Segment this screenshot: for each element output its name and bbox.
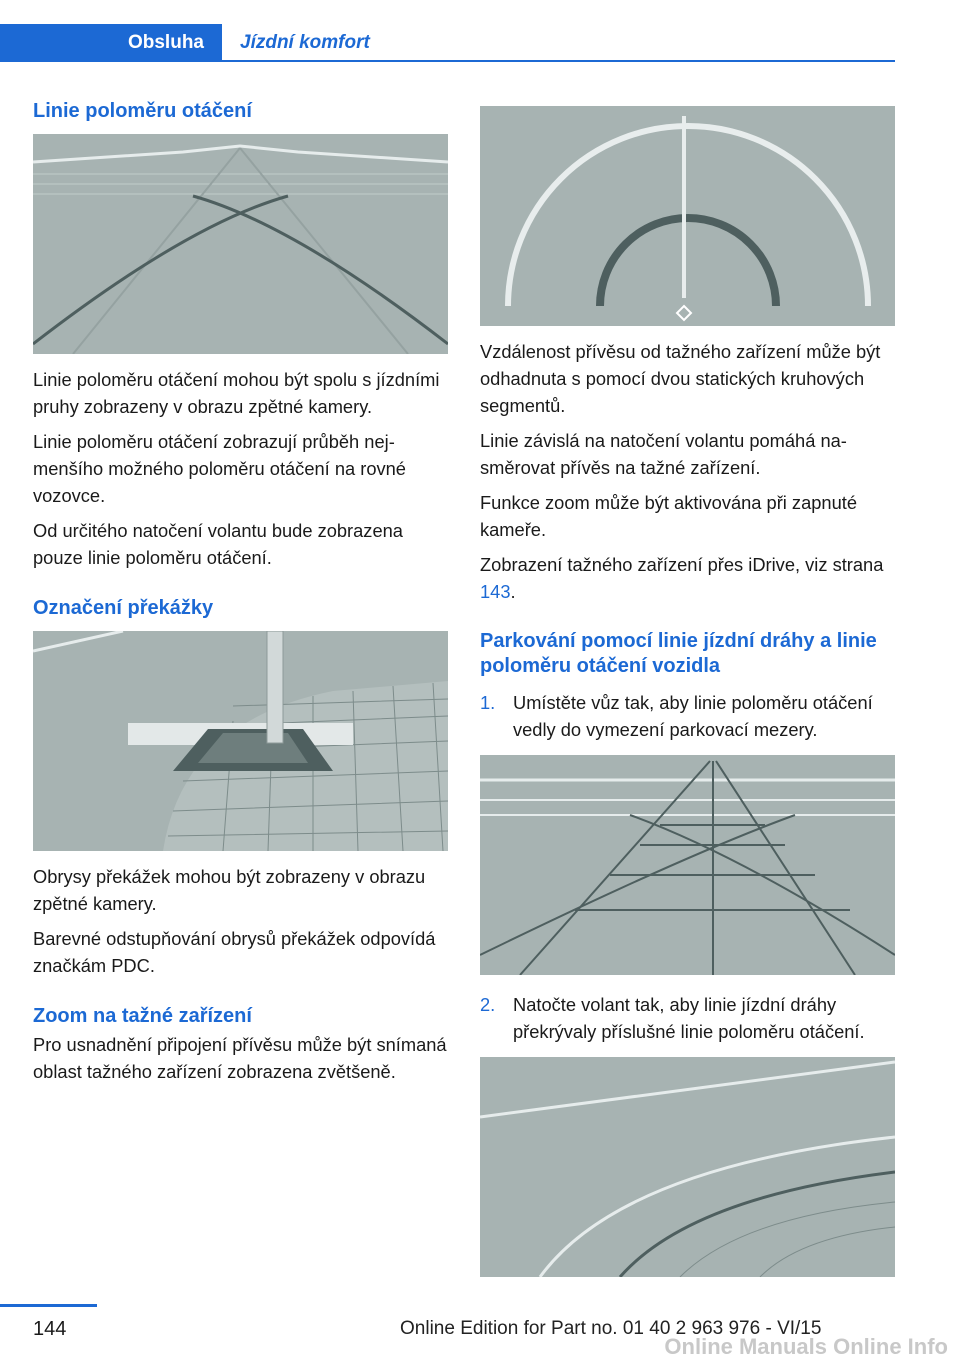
paragraph: Linie poloměru otáčení zobrazují průběh nejmenšího možného poloměru otáčení na rovné vozovce. bbox=[33, 431, 406, 506]
tab-obsluha[interactable]: Obsluha bbox=[0, 24, 222, 62]
list-item: 1. Umístěte vůz tak, aby linie poloměru otáčení vedly do vymezení parkovací mezery. bbox=[480, 689, 895, 743]
figure-parking-lines-step-2 bbox=[480, 1057, 895, 1277]
paragraph: Barevné odstupňování obrysů překážek odpovídá značkám PDC. bbox=[33, 928, 436, 976]
list-number: 2. bbox=[480, 994, 496, 1015]
edition-text: Online Edition for Part no. 01 40 2 963 976 - VI/15 bbox=[400, 1318, 822, 1339]
watermark: Online Manuals Online Info bbox=[664, 1334, 948, 1359]
page-header bbox=[0, 0, 895, 62]
paragraph: Zobrazení tažného zařízení přes iDrive, viz strana 143. bbox=[480, 554, 884, 602]
section-title-parking-lines: Parkování pomocí linie jízdní dráhy a linie poloměru otáčení vozidla bbox=[480, 630, 877, 677]
right-column bbox=[480, 106, 895, 1277]
section-title-obstacle-marking: Označení překážky bbox=[33, 597, 214, 619]
section-title-hitch-zoom: Zoom na tažné zařízení bbox=[33, 1005, 252, 1027]
figure-parking-lines-step-1 bbox=[480, 755, 895, 975]
page-number: 144 bbox=[33, 1318, 67, 1340]
section-title-turning-radius: Linie poloměru otáčení bbox=[33, 100, 252, 122]
list-item: 2. Natočte volant tak, aby linie jízdní dráhy překrývaly příslušné linie poloměru otáčení. bbox=[480, 991, 895, 1045]
footer-rule bbox=[0, 1304, 97, 1307]
figure-turning-radius-lines bbox=[33, 134, 448, 354]
paragraph: Linie poloměru otáčení mohou být spolu s jízdními pruhy zobrazeny v obrazu zpětné kamery. bbox=[33, 369, 440, 417]
paragraph: Funkce zoom může být aktivována při zapnuté kameře. bbox=[480, 492, 857, 540]
list-number: 1. bbox=[480, 692, 496, 713]
page-reference-link[interactable]: 143 bbox=[480, 581, 511, 602]
header-rule bbox=[0, 60, 895, 62]
paragraph: Pro usnadnění připojení přívěsu může být snímaná oblast tažného zařízení zobrazena zvětšeně. bbox=[33, 1034, 447, 1082]
paragraph: Obrysy překážek mohou být zobrazeny v obrazu zpětné kamery. bbox=[33, 866, 426, 914]
figure-obstacle-marking bbox=[33, 631, 448, 851]
paragraph: Od určitého natočení volantu bude zobrazena pouze linie poloměru otáčení. bbox=[33, 520, 403, 568]
paragraph: Vzdálenost přívěsu od tažného zařízení může být odhadnuta s pomocí dvou statických kruhových segmentů. bbox=[480, 341, 881, 416]
figure-hitch-zoom-segments bbox=[480, 106, 895, 326]
left-column bbox=[33, 98, 448, 1093]
tab-jizdni-komfort[interactable]: Jízdní komfort bbox=[240, 32, 370, 53]
paragraph: Linie závislá na natočení volantu pomáhá nasměrovat přívěs na tažné zařízení. bbox=[480, 430, 847, 478]
